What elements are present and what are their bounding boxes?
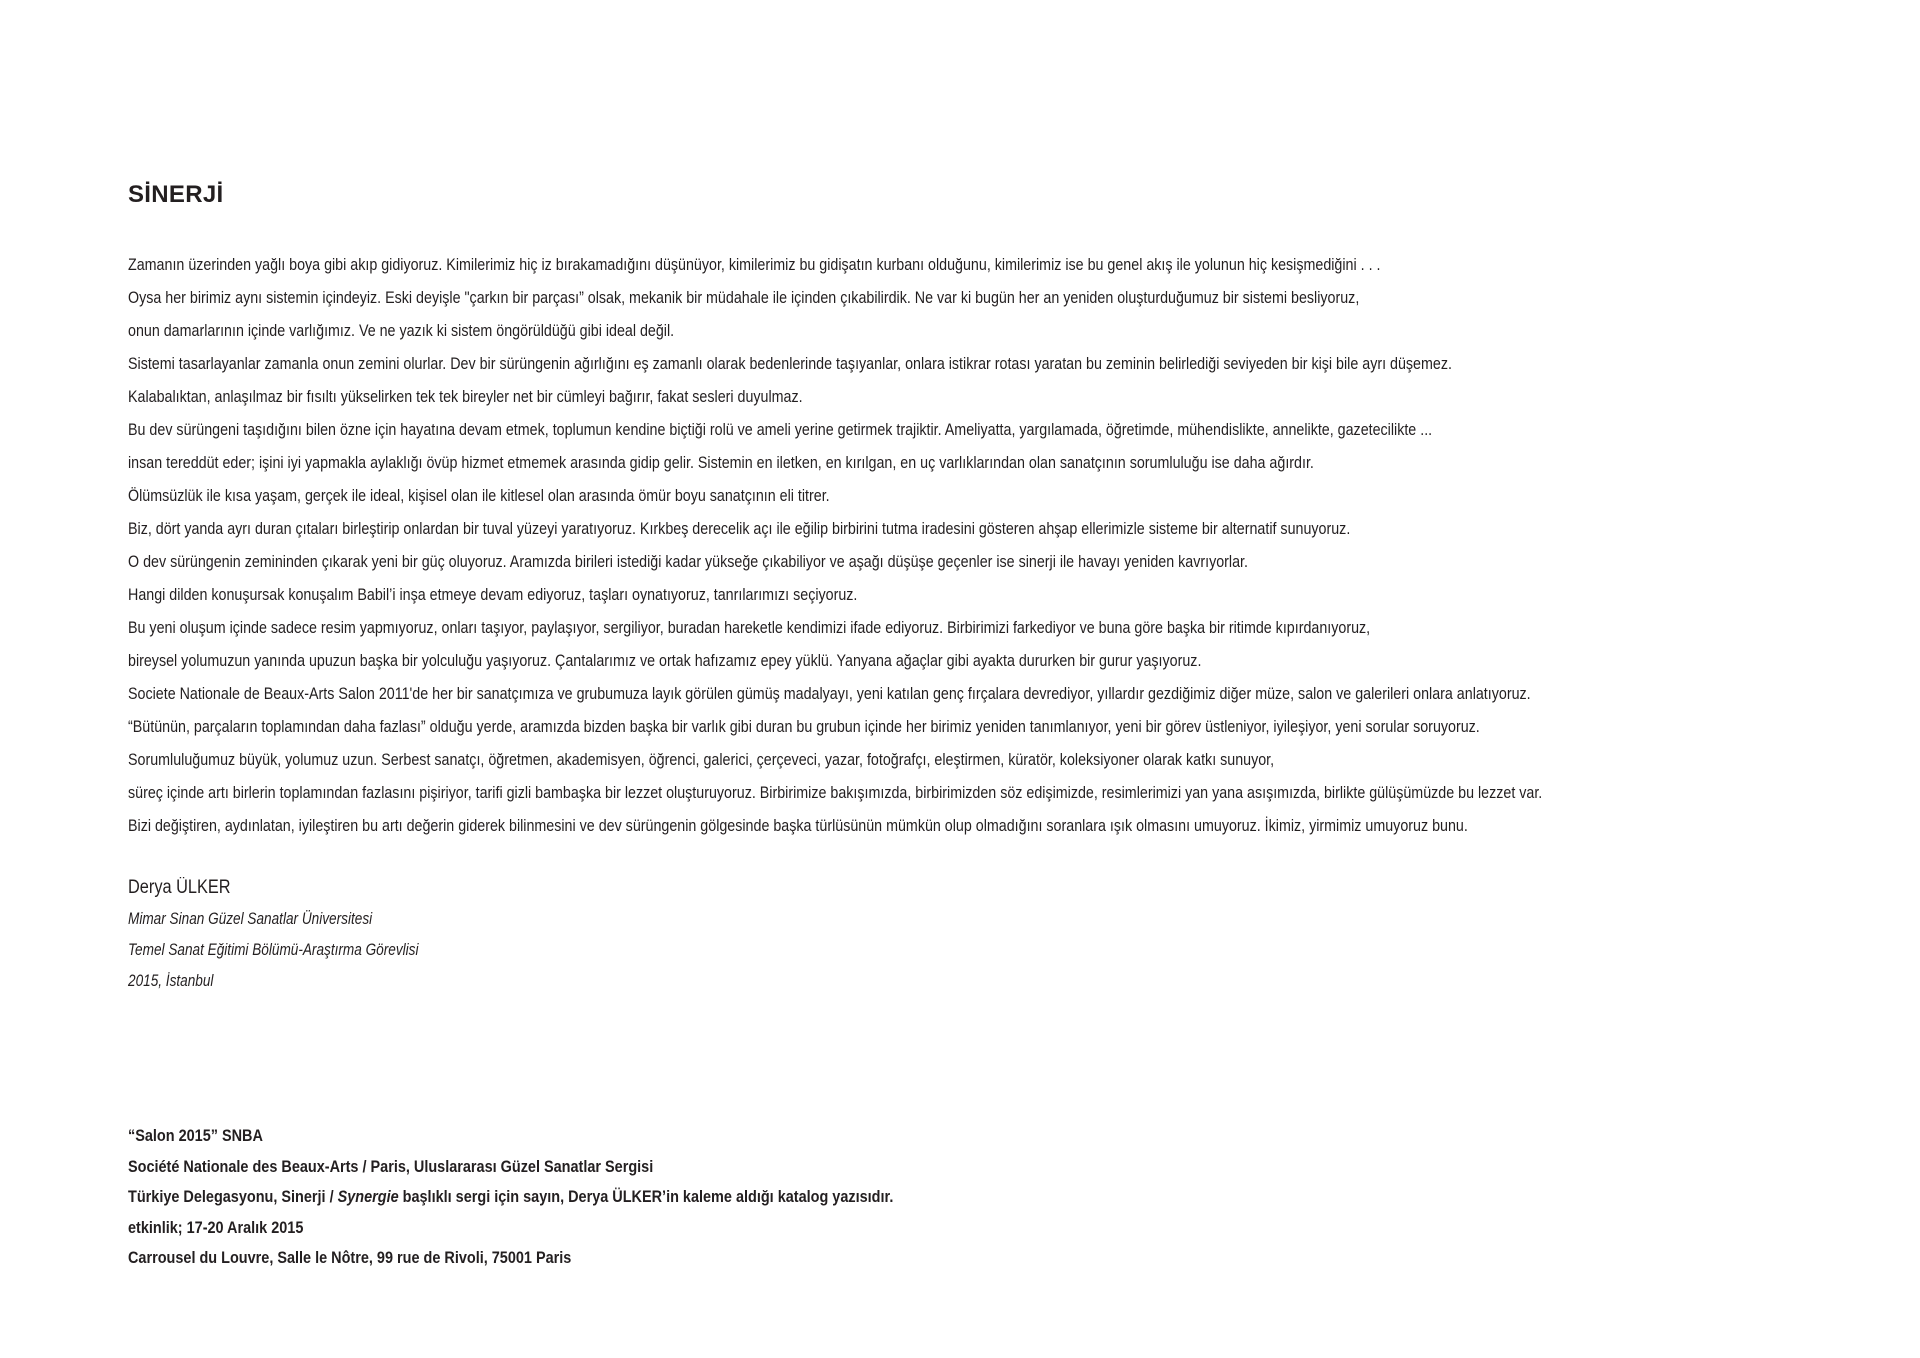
body-line: Bu dev sürüngeni taşıdığını bilen özne için hayatına devam etmek, toplumun kendine biçtiği rolü ve ameli yerine getirmek trajiktir. Ameliyatta, yargılamada, öğretimde, mühendislikte, annelikte, gazetecilikte ... [128, 420, 1433, 439]
body-line: Kalabalıktan, anlaşılmaz bir fısıltı yükselirken tek tek bireyler net bir cümleyi bağırır, fakat sesleri duyulmaz. [128, 387, 803, 406]
article-title: SİNERJİ [128, 181, 224, 208]
body-line: Bizi değiştiren, aydınlatan, iyileştiren bu artı değerin giderek bilinmesini ve dev sürüngenin gölgesinde başka türlüsünün mümkün olup olmadığını soranlara ışık olmasını umuyoruz. İkimiz, yirmimiz umuyoruz bunu. [128, 816, 1468, 835]
article-body [128, 248, 1908, 842]
exhibition-info [128, 1121, 1028, 1274]
body-line: Biz, dört yanda ayrı duran çıtaları birleştirip onlardan bir tuval yüzeyi yaratıyoruz. Kırkbeş derecelik açı ile eğilip birbirini tutma iradesini gösteren ahşap ellerimizle sisteme bir alternatif sunuyoruz. [128, 519, 1351, 538]
body-line: insan tereddüt eder; işini iyi yapmakla aylaklığı övüp hizmet etmemek arasında gidip gelir. Sistemin en iletken, en kırılgan, en uç varlıklarından olan sanatçının sorumluluğu ise daha ağırdır. [128, 453, 1314, 472]
author-affiliation: Mimar Sinan Güzel Sanatlar Üniversitesi [128, 909, 373, 928]
body-line: Societe Nationale de Beaux-Arts Salon 2011'de her bir sanatçımıza ve grubumuza layık görülen gümüş madalyayı, yeni katılan genç fırçalara devrediyor, yıllardır gezdiğimiz diğer müze, salon ve galerileri onlara anlatıyoruz. [128, 684, 1531, 703]
author-position: Temel Sanat Eğitimi Bölümü-Araştırma Görevlisi [128, 940, 419, 959]
body-line: Hangi dilden konuşursak konuşalım Babil’i inşa etmeye devam ediyoruz, taşları oynatıyoruz, tanrılarımızı seçiyoruz. [128, 585, 858, 604]
exhibition-dates: etkinlik; 17-20 Aralık 2015 [128, 1217, 304, 1237]
body-line: Sistemi tasarlayanlar zamanla onun zemini olurlar. Dev bir sürüngenin ağırlığını eş zamanlı olarak bedenlerinde taşıyanlar, onlara istikrar rotası yaratan bu zeminin belirlediği seviyeden bir kişi bile ayrı düşemez. [128, 354, 1452, 373]
body-line: O dev sürüngenin zemininden çıkarak yeni bir güç oluyoruz. Aramızda birileri istediği kadar yükseğe çıkabiliyor ve aşağı düşüşe geçenler ise sinerji ile havayı yeniden kavrıyorlar. [128, 552, 1248, 571]
body-line: “Bütünün, parçaların toplamından daha fazlası” olduğu yerde, aramızda bizden başka bir varlık gibi duran bu grubun içinde her birimiz yeniden tanımlanıyor, yeni bir görev üstleniyor, iyileşiyor, yeni sorular soruyoruz. [128, 717, 1480, 736]
body-line: Sorumluluğumuz büyük, yolumuz uzun. Serbest sanatçı, öğretmen, akademisyen, öğrenci, galerici, çerçeveci, yazar, fotoğrafçı, eleştirmen, küratör, koleksiyoner olarak katkı sunuyor, [128, 750, 1275, 769]
body-line: Ölümsüzlük ile kısa yaşam, gerçek ile ideal, kişisel olan ile kitlesel olan arasında ömür boyu sanatçının eli titrer. [128, 486, 830, 505]
description-text-end: başlıklı sergi için sayın, Derya ÜLKER’in kaleme aldığı katalog yazısıdır. [398, 1187, 894, 1206]
author-name: Derya ÜLKER [128, 877, 231, 898]
author-signature [128, 873, 491, 996]
body-line: Zamanın üzerinden yağlı boya gibi akıp gidiyoruz. Kimilerimiz hiç iz bırakamadığını düşünüyor, kimilerimiz bu gidişatın kurbanı olduğunu, kimilerimiz ise bu genel akış ile yolunun hiç kesişmediğini . . . [128, 255, 1381, 274]
body-line: Bu yeni oluşum içinde sadece resim yapmıyoruz, onları taşıyor, paylaşıyor, sergiliyor, buradan hareketle kendimizi ifade ediyoruz. Birbirimizi farkediyor ve buna göre başka bir ritimde kıpırdanıyoruz, [128, 618, 1371, 637]
exhibition-title: “Salon 2015” SNBA [128, 1126, 263, 1145]
body-line: Oysa her birimiz aynı sistemin içindeyiz. Eski deyişle "çarkın bir parçası” olsak, mekanik bir müdahale ile içinden çıkabilirdik. Ne var ki bugün her an yeniden oluşturduğumuz bir sistemi besliyoruz, [128, 288, 1360, 307]
description-text-start: Türkiye Delegasyonu, Sinerji / [128, 1187, 338, 1206]
body-line: onun damarlarının içinde varlığımız. Ve ne yazık ki sistem öngörüldüğü gibi ideal değil. [128, 321, 675, 340]
body-line: süreç içinde artı birlerin toplamından fazlasını pişiriyor, tarifi gizli bambaşka bir lezzet oluşturuyoruz. Birbirimize bakışımızda, birbirimizden söz edişimizde, resimlerimizi yan yana asışımızda, birlikte gülüşümüzde bu lezzet var. [128, 783, 1543, 802]
exhibition-address: Carrousel du Louvre, Salle le Nôtre, 99 rue de Rivoli, 75001 Paris [128, 1248, 572, 1267]
body-line: bireysel yolumuzun yanında upuzun başka bir yolculuğu yaşıyoruz. Çantalarımız ve ortak hafızamız epey yüklü. Yanyana ağaçlar gibi ayakta dururken bir gurur yaşıyoruz. [128, 651, 1202, 670]
exhibition-description [128, 1182, 893, 1213]
exhibition-organizer: Société Nationale des Beaux-Arts / Paris, Uluslararası Güzel Sanatlar Sergisi [128, 1156, 654, 1176]
author-date-place: 2015, İstanbul [128, 971, 214, 990]
description-italic-title: Synergie [337, 1187, 399, 1206]
